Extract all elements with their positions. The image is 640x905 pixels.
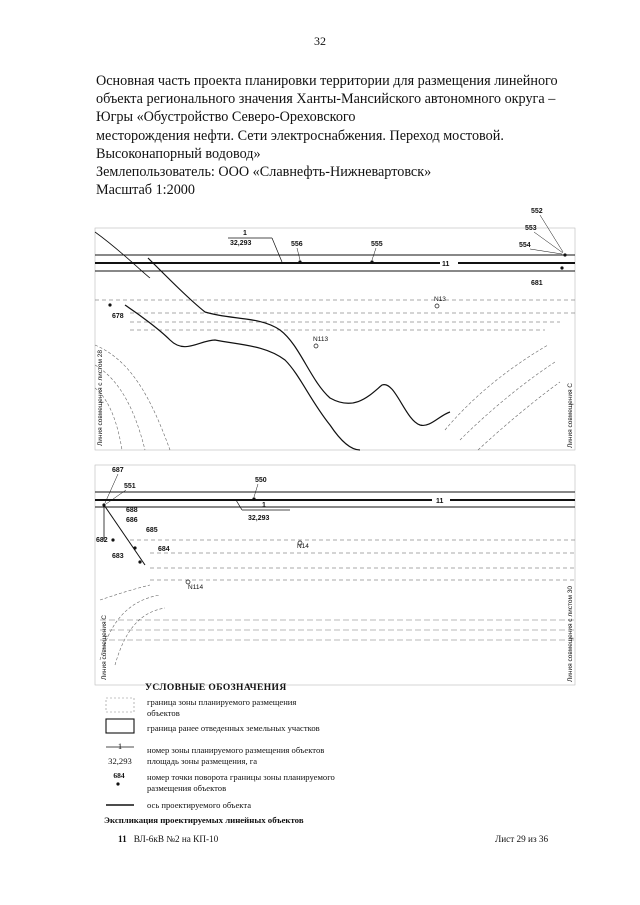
zone-number-label: 1 xyxy=(262,502,266,509)
zone-number-label: 1 xyxy=(243,230,247,237)
turning-point-marker xyxy=(111,538,114,541)
sheet-label: Лист 29 из 36 xyxy=(495,834,549,844)
legend-item-axis xyxy=(147,800,251,811)
legend-item-turning-point xyxy=(147,772,335,794)
hatch-curve xyxy=(445,345,548,430)
hatch-curve xyxy=(478,382,560,450)
point-label: 681 xyxy=(531,280,543,287)
header-line: Югры «Обустройство Северо-Ореховского xyxy=(96,109,356,126)
match-line-label: Линия совмещения С xyxy=(101,615,108,680)
header-line: Основная часть проекта планировки территории для размещения линейного xyxy=(96,73,558,89)
point-label: 553 xyxy=(525,225,537,232)
object-marker xyxy=(435,304,439,308)
header-line: объекта регионального значения Ханты-Мансийского автономного округа – xyxy=(96,91,556,108)
legend-item-text: граница ранее отведенных земельных участков xyxy=(147,723,320,733)
point-label: 683 xyxy=(112,553,124,560)
point-label: 552 xyxy=(531,208,543,215)
header-line: месторождения нефти. Сети электроснабжения. Переход мостовой. xyxy=(96,127,504,144)
point-label: 554 xyxy=(519,242,531,249)
zone-label-leader xyxy=(272,238,282,262)
turning-point-marker xyxy=(563,253,566,256)
turning-point-marker xyxy=(102,503,105,506)
header-line: Землепользователь: ООО «Славнефть-Нижневартовск» xyxy=(96,164,432,181)
bottom-map xyxy=(95,465,575,685)
turning-point-marker xyxy=(370,260,373,263)
zone-area-label: 32,293 xyxy=(248,515,270,522)
legend-item-parcel-boundary xyxy=(147,723,320,734)
point-label: 684 xyxy=(158,546,170,553)
explication-item xyxy=(118,834,218,844)
object-label: N14 xyxy=(297,543,309,550)
point-label: 687 xyxy=(112,467,124,474)
match-line-label: Линия совмещения с листом 30 xyxy=(567,585,574,682)
legend-item-zone-number xyxy=(147,745,324,767)
legend-title: УСЛОВНЫЕ ОБОЗНАЧЕНИЯ xyxy=(145,683,287,693)
header-line: Высоконапорный водовод» xyxy=(96,145,261,162)
zone-boundary-line xyxy=(104,505,145,565)
legend-parcel-boundary-symbol xyxy=(106,719,134,733)
point-label: 686 xyxy=(126,517,138,524)
legend-point-marker xyxy=(116,782,119,785)
turning-point-marker xyxy=(252,497,255,500)
axis-number-label: 11 xyxy=(436,498,444,505)
bottom-map-frame xyxy=(95,465,575,685)
turning-point-marker xyxy=(133,546,136,549)
terrain-curve xyxy=(125,305,360,450)
point-leader xyxy=(297,248,300,260)
legend-item-text: граница зоны планируемого размещения xyxy=(147,697,297,707)
legend-zone-symbol-area: 32,293 xyxy=(108,756,132,766)
hatch-curve xyxy=(100,585,150,600)
hatch-curve xyxy=(460,362,555,440)
object-label: N114 xyxy=(188,584,204,591)
legend-item-text: номер зоны планируемого размещения объектов xyxy=(147,745,325,755)
legend-item-zone-boundary xyxy=(147,697,296,719)
turning-point-marker xyxy=(560,266,563,269)
explication-title: Экспликация проектируемых линейных объектов xyxy=(104,815,304,825)
point-label: 678 xyxy=(112,313,124,320)
top-map-frame xyxy=(95,228,575,450)
zone-area-label: 32,293 xyxy=(230,240,252,247)
hatch-curve xyxy=(115,608,165,665)
object-label: N113 xyxy=(313,336,329,343)
header-line: Масштаб 1:2000 xyxy=(96,182,195,199)
legend-item-text: площадь зоны размещения, га xyxy=(147,756,258,766)
legend-zone-boundary-symbol xyxy=(106,698,134,712)
legend-item-text: объектов xyxy=(147,708,180,718)
turning-point-marker xyxy=(298,260,301,263)
point-leader xyxy=(540,215,563,252)
point-label: 685 xyxy=(146,527,158,534)
match-line-label: Линия совмещения с листом 28 xyxy=(97,349,104,446)
point-leader xyxy=(105,474,118,503)
point-label: 555 xyxy=(371,241,383,248)
legend-item-text: размещения объектов xyxy=(147,783,227,793)
point-label: 556 xyxy=(291,241,303,248)
legend-item-text: номер точки поворота границы зоны планируемого xyxy=(147,772,335,782)
legend-zone-symbol-number: 1 xyxy=(117,741,123,751)
turning-point-marker xyxy=(108,303,111,306)
zone-label-leader xyxy=(236,500,242,510)
point-leader xyxy=(254,484,258,497)
top-map xyxy=(95,208,575,450)
hatch-curve xyxy=(100,595,160,660)
turning-point-marker xyxy=(138,560,141,563)
terrain-curve xyxy=(148,258,450,425)
point-leader xyxy=(534,232,563,253)
object-marker xyxy=(314,344,318,348)
explication-item-label: ВЛ-6кВ №2 на КП-10 xyxy=(133,834,219,844)
axis-number-label: 11 xyxy=(442,261,450,268)
match-line-label: Линия совмещения С xyxy=(567,383,574,448)
legend-item-text: ось проектируемого объекта xyxy=(147,800,252,810)
point-label: 688 xyxy=(126,507,138,514)
point-leader xyxy=(372,248,376,260)
point-label: 550 xyxy=(255,477,267,484)
legend-point-symbol-number: 684 xyxy=(113,771,125,780)
point-label: 551 xyxy=(124,483,136,490)
explication-item-number: 11 xyxy=(118,834,127,844)
page-number: 32 xyxy=(314,34,326,48)
object-label: N13 xyxy=(434,296,446,303)
point-leader xyxy=(530,249,562,254)
hatch-curve xyxy=(95,345,170,450)
point-label: 682 xyxy=(96,537,108,544)
